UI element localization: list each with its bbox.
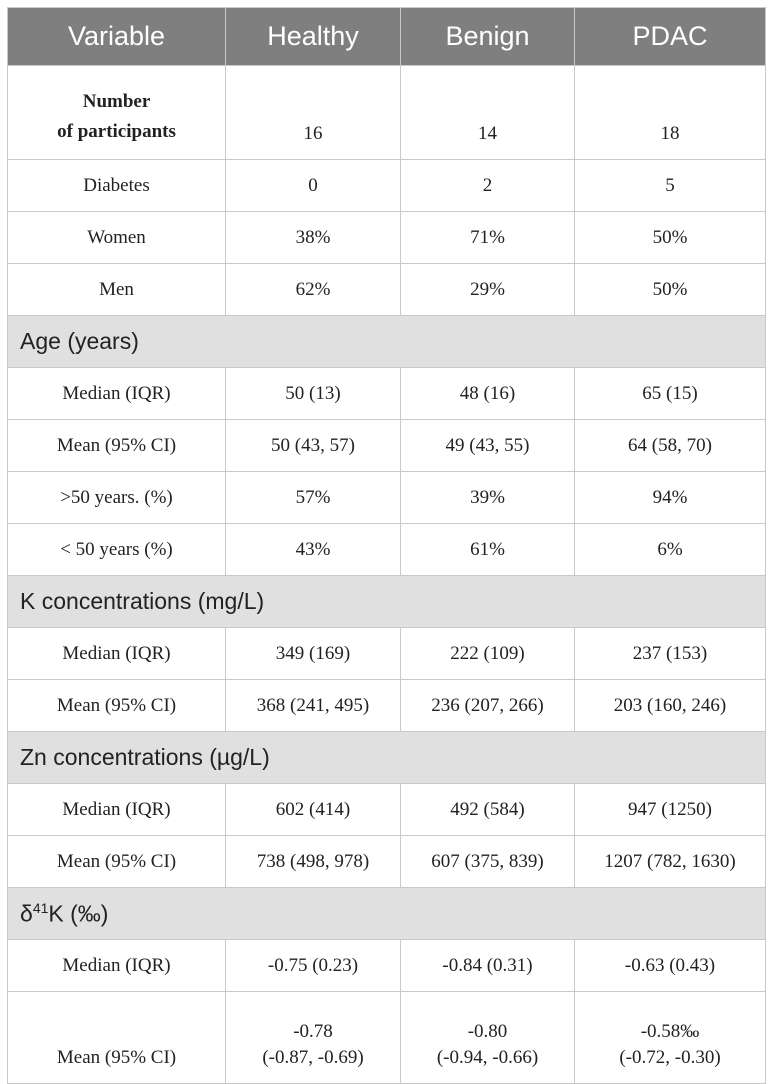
cell-benign: [401, 992, 575, 1084]
section-delta-k: [8, 888, 766, 940]
cell-benign: 48 (16): [401, 368, 575, 420]
cell-healthy: 368 (241, 495): [226, 680, 401, 732]
row-delta-median: [8, 940, 766, 992]
row-label: [8, 66, 226, 160]
header-benign: Benign: [401, 8, 575, 66]
row-label: Median (IQR): [8, 784, 226, 836]
mean-value: -0.58‰: [640, 1021, 700, 1042]
header-pdac: PDAC: [575, 8, 766, 66]
cell-benign: 71%: [401, 212, 575, 264]
cell-benign: 607 (375, 839): [401, 836, 575, 888]
header-row: [8, 8, 766, 66]
cell-benign: 49 (43, 55): [401, 420, 575, 472]
row-label: Men: [8, 264, 226, 316]
cell-benign: 29%: [401, 264, 575, 316]
row-age-median: [8, 368, 766, 420]
row-label: Mean (95% CI): [8, 992, 226, 1084]
row-label: Mean (95% CI): [8, 680, 226, 732]
row-women: [8, 212, 766, 264]
row-label: Median (IQR): [8, 368, 226, 420]
row-k-mean: [8, 680, 766, 732]
row-age-over-50: [8, 472, 766, 524]
row-label: < 50 years (%): [8, 524, 226, 576]
row-k-median: [8, 628, 766, 680]
cell-benign: 61%: [401, 524, 575, 576]
cell-healthy: 50 (13): [226, 368, 401, 420]
confidence-interval: (-0.94, -0.66): [436, 1047, 539, 1068]
cell-healthy: [226, 992, 401, 1084]
cell-pdac: 5: [575, 160, 766, 212]
cell-benign: 236 (207, 266): [401, 680, 575, 732]
row-age-under-50: [8, 524, 766, 576]
cell-healthy: 57%: [226, 472, 401, 524]
cell-benign: 39%: [401, 472, 575, 524]
label-line: of participants: [57, 121, 176, 142]
section-title: [8, 888, 766, 940]
row-label: Median (IQR): [8, 940, 226, 992]
cell-healthy: 38%: [226, 212, 401, 264]
cell-pdac: 947 (1250): [575, 784, 766, 836]
cell-pdac: 94%: [575, 472, 766, 524]
cell-healthy: 43%: [226, 524, 401, 576]
cell-healthy: 602 (414): [226, 784, 401, 836]
confidence-interval: (-0.72, -0.30): [619, 1047, 721, 1068]
row-delta-mean: [8, 992, 766, 1084]
cell-healthy: 50 (43, 57): [226, 420, 401, 472]
row-label: Women: [8, 212, 226, 264]
cell-healthy: 62%: [226, 264, 401, 316]
cell-pdac: 18: [575, 66, 766, 160]
row-label: Mean (95% CI): [8, 420, 226, 472]
section-title: K concentrations (mg/L): [8, 576, 766, 628]
cell-pdac: 50%: [575, 264, 766, 316]
row-label: Diabetes: [8, 160, 226, 212]
row-label: Median (IQR): [8, 628, 226, 680]
row-label: Mean (95% CI): [8, 836, 226, 888]
section-title: Age (years): [8, 316, 766, 368]
section-age: [8, 316, 766, 368]
row-label: >50 years. (%): [8, 472, 226, 524]
cell-pdac: 64 (58, 70): [575, 420, 766, 472]
row-diabetes: [8, 160, 766, 212]
cell-pdac: -0.63 (0.43): [575, 940, 766, 992]
cell-healthy: 349 (169): [226, 628, 401, 680]
cell-pdac: [575, 992, 766, 1084]
header-variable: Variable: [8, 8, 226, 66]
cell-benign: 2: [401, 160, 575, 212]
cell-healthy: 0: [226, 160, 401, 212]
section-zn-concentrations: [8, 732, 766, 784]
cell-pdac: 65 (15): [575, 368, 766, 420]
cell-healthy: -0.75 (0.23): [226, 940, 401, 992]
cell-benign: 222 (109): [401, 628, 575, 680]
mean-value: -0.80: [467, 1021, 508, 1042]
row-participants: [8, 66, 766, 160]
row-zn-median: [8, 784, 766, 836]
summary-table: [7, 7, 766, 1084]
confidence-interval: (-0.87, -0.69): [262, 1047, 364, 1068]
cell-pdac: 237 (153): [575, 628, 766, 680]
row-zn-mean: [8, 836, 766, 888]
cell-pdac: 50%: [575, 212, 766, 264]
section-title: Zn concentrations (µg/L): [8, 732, 766, 784]
cell-pdac: 6%: [575, 524, 766, 576]
isotope-superscript: 41: [32, 899, 49, 916]
cell-benign: 14: [401, 66, 575, 160]
header-healthy: Healthy: [226, 8, 401, 66]
mean-value: -0.78: [293, 1021, 333, 1042]
cell-healthy: 16: [226, 66, 401, 160]
section-k-concentrations: [8, 576, 766, 628]
delta-symbol: δ: [20, 900, 33, 927]
cell-pdac: 1207 (782, 1630): [575, 836, 766, 888]
cell-healthy: 738 (498, 978): [226, 836, 401, 888]
delta-suffix: K (‰): [48, 900, 109, 927]
cell-pdac: 203 (160, 246): [575, 680, 766, 732]
cell-benign: 492 (584): [401, 784, 575, 836]
row-men: [8, 264, 766, 316]
cell-benign: -0.84 (0.31): [401, 940, 575, 992]
label-line: Number: [82, 91, 151, 112]
row-age-mean: [8, 420, 766, 472]
